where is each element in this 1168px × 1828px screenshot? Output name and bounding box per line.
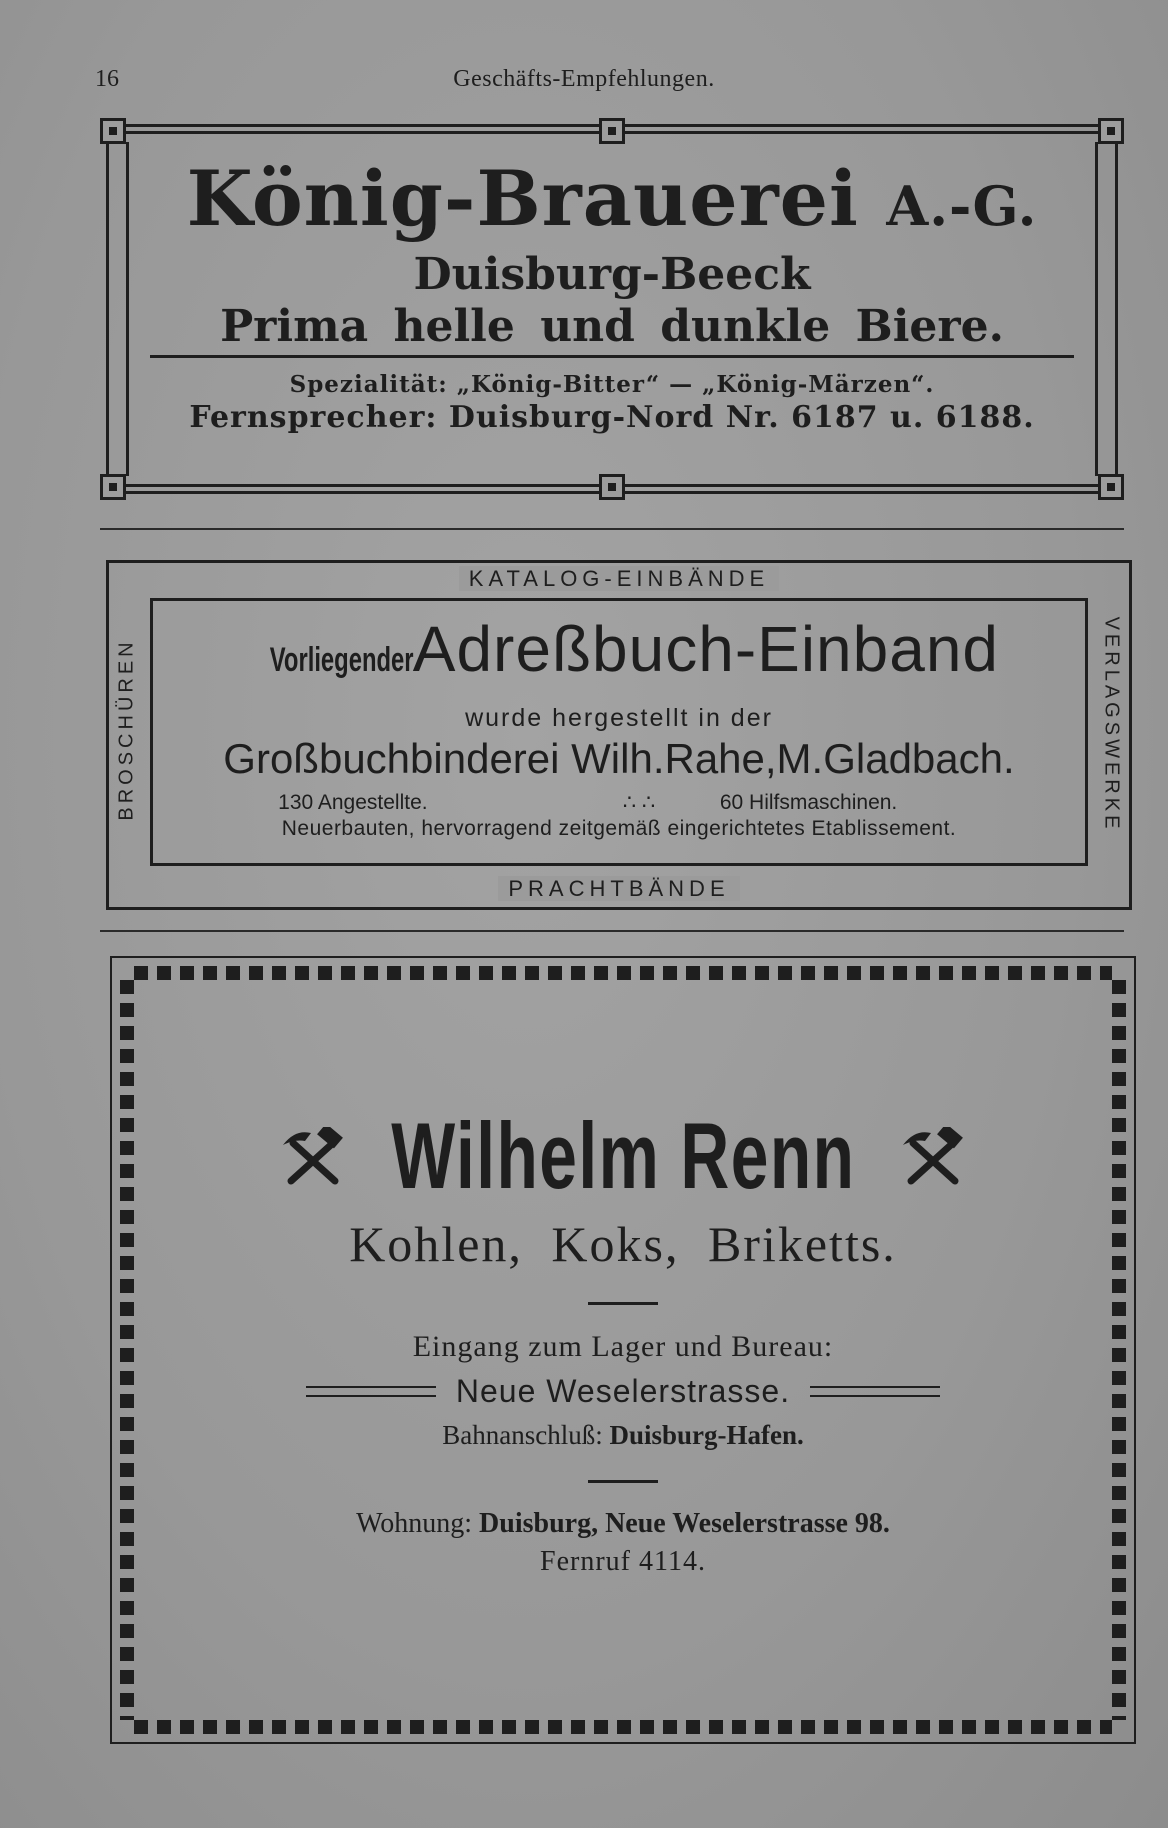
- frame-left-rule-2: [126, 142, 129, 476]
- bindery-stats: [150, 790, 1088, 816]
- employees-count: 130 Angestellte.: [278, 791, 428, 814]
- company-name: Wilhelm Renn: [390, 1103, 856, 1208]
- bindery-text: [150, 612, 1088, 842]
- square-border-right: [1112, 980, 1126, 1720]
- goods-list: Kohlen, Koks, Briketts.: [349, 1216, 897, 1272]
- renn-title: [150, 1103, 1096, 1208]
- hammer-and-pick-icon: [901, 1127, 965, 1185]
- corner-ornament-icon: [100, 118, 126, 144]
- corner-ornament-icon: [599, 118, 625, 144]
- divider: [100, 930, 1124, 932]
- corner-ornament-icon: [599, 474, 625, 500]
- headline-big: Adreßbuch-Einband: [412, 613, 999, 685]
- catalog-label: [106, 566, 1132, 592]
- bindery-advertisement: [106, 560, 1132, 910]
- headline-small: Vorliegender: [269, 641, 414, 679]
- corner-ornament-icon: [100, 474, 126, 500]
- page-header: [95, 66, 1073, 100]
- brewery-suffix: A.-G.: [886, 174, 1038, 238]
- short-divider: [588, 1480, 658, 1483]
- machines-count: 60 Hilfsmaschinen.: [719, 791, 898, 814]
- corner-ornament-icon: [1098, 118, 1124, 144]
- square-border-left: [120, 980, 134, 1720]
- brewery-name-text: König-Brauerei: [186, 154, 859, 243]
- street-row: [150, 1373, 1096, 1410]
- home-label: Wohnung:: [356, 1508, 473, 1539]
- prachtbaende-label: [106, 876, 1132, 902]
- slogan-underline: [150, 355, 1074, 358]
- street-name: Neue Weselerstrasse.: [455, 1373, 791, 1409]
- railway-label: Bahnanschluß:: [442, 1420, 603, 1450]
- railway-connection: [150, 1418, 1096, 1452]
- home-value: Duisburg, Neue Weselerstrasse 98.: [479, 1508, 890, 1539]
- brewery-name: [140, 154, 1084, 247]
- broschueren-label: [108, 618, 146, 840]
- bindery-headline: [150, 612, 1088, 704]
- square-border-bottom: [134, 1720, 1112, 1734]
- railway-value: Duisburg-Hafen.: [609, 1420, 804, 1450]
- brewery-slogan: Prima helle und dunkle Biere.: [220, 301, 1004, 352]
- brewery-advertisement: [100, 118, 1124, 500]
- coal-advertisement: [110, 956, 1136, 1744]
- brewery-text: [140, 154, 1084, 436]
- double-rule-right: [810, 1386, 940, 1397]
- page-number: 16: [95, 66, 119, 92]
- prachtbaende-label-text: PRACHTBÄNDE: [498, 876, 739, 901]
- hammer-and-pick-icon: [281, 1127, 345, 1185]
- running-title: Geschäfts-Empfehlungen.: [453, 66, 715, 92]
- brewery-phone: Fernsprecher: Duisburg-Nord Nr. 6187 u. 6188.: [189, 400, 1035, 435]
- bindery-description: Neuerbauten, hervorragend zeitgemäß eingerichtetes Etablissement.: [281, 817, 957, 840]
- verlagswerke-label: [1092, 600, 1130, 848]
- verlagswerke-label-text: VERLAGSWERKE: [1100, 616, 1123, 832]
- phone-number: Fernruf 4114.: [540, 1546, 706, 1577]
- frame-right-rule-2: [1095, 142, 1098, 476]
- square-border-top: [134, 966, 1112, 980]
- residence: [150, 1507, 1096, 1541]
- brewery-specialty: Spezialität: „König-Bitter“ — „König-Märzen“.: [289, 371, 935, 398]
- divider: [100, 528, 1124, 530]
- broschueren-label-text: BROSCHÜREN: [115, 637, 138, 821]
- coal-text: [150, 1103, 1096, 1579]
- frame-right-rule: [1115, 142, 1118, 476]
- made-in-text: wurde hergestellt in der: [465, 704, 773, 732]
- corner-ornament-icon: [1098, 474, 1124, 500]
- bindery-name: Großbuchbinderei Wilh.Rahe,M.Gladbach.: [223, 735, 1015, 782]
- double-rule-left: [306, 1386, 436, 1397]
- stat-separator: ∴ ∴: [622, 791, 656, 814]
- brewery-location: Duisburg-Beeck: [413, 249, 811, 300]
- entrance-text: Eingang zum Lager und Bureau:: [412, 1330, 834, 1363]
- frame-left-rule: [106, 142, 109, 476]
- short-divider: [588, 1302, 658, 1305]
- catalog-label-text: KATALOG-EINBÄNDE: [459, 566, 779, 591]
